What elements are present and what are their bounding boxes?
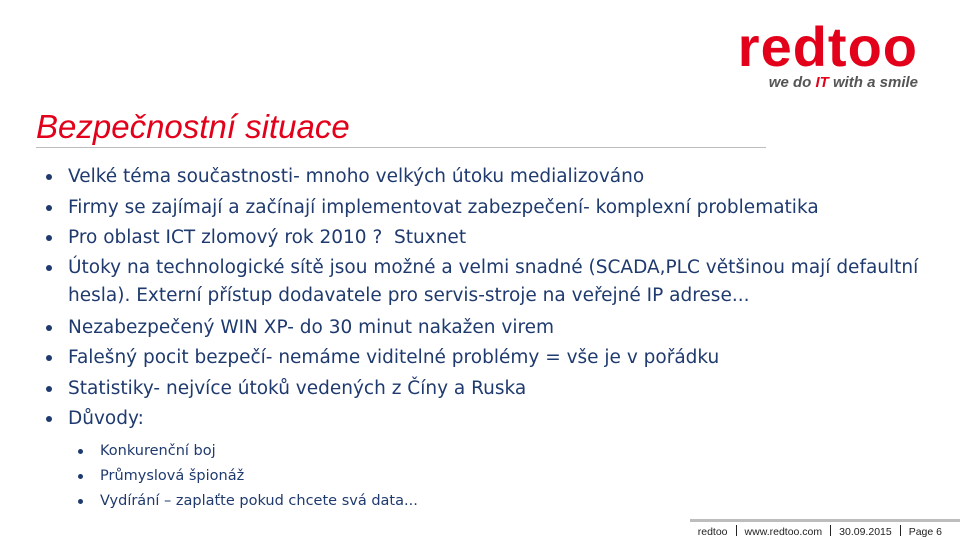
sub-bullet-text: Vydírání – zaplaťte pokud chcete svá data... xyxy=(100,492,418,509)
bullet-text: Nezabezpečený WIN XP- do 30 minut nakažen virem xyxy=(68,316,555,338)
list-item xyxy=(46,254,926,310)
list-item xyxy=(46,193,926,224)
slide-title: Bezpečnostní situace xyxy=(36,108,350,145)
list-item xyxy=(46,404,926,514)
list-item xyxy=(46,313,926,344)
footer-page-number: Page 6 xyxy=(908,526,942,538)
footer-separator xyxy=(900,525,901,536)
footer-divider xyxy=(690,519,960,522)
list-item xyxy=(46,343,926,374)
bullet-list xyxy=(46,162,926,514)
sub-bullet-icon xyxy=(78,499,83,504)
bullet-text: Velké téma součastnosti- mnoho velkých útoku medializováno xyxy=(68,166,645,187)
list-item xyxy=(46,162,926,193)
bullet-text: Firmy se zajímají a začínají implementovat zabezpečení- komplexní problematika xyxy=(68,196,819,218)
bullet-text: Důvody: xyxy=(68,408,144,429)
footer-date: 30.09.2015 xyxy=(839,526,892,538)
tagline-pre: we do xyxy=(768,74,816,91)
slide-footer xyxy=(698,525,942,538)
list-item xyxy=(46,223,926,254)
sub-bullet-list xyxy=(68,439,926,514)
bullet-text: Pro oblast ICT zlomový rok 2010 ? Stuxnet xyxy=(68,227,467,248)
bullet-text: Útoky na technologické sítě jsou možné a velmi snadné (SCADA,PLC většinou mají defaultní hesla). Externí přístup dodavatele pro servis-stroje na veřejné IP adrese... xyxy=(68,256,919,306)
logo-wordmark: redtoo xyxy=(737,15,918,78)
footer-separator xyxy=(736,525,737,536)
list-item xyxy=(46,374,926,405)
sub-bullet-text: Konkurenční boj xyxy=(100,442,216,459)
sub-list-item xyxy=(78,439,926,464)
bullet-icon xyxy=(46,386,52,392)
footer-separator xyxy=(830,525,831,536)
bullet-icon xyxy=(46,174,52,180)
sub-bullet-text: Průmyslová špionáž xyxy=(100,467,245,484)
footer-company: redtoo xyxy=(697,526,728,538)
bullet-icon xyxy=(46,265,52,271)
bullet-text: Statistiky- nejvíce útoků vedených z Číny a Ruska xyxy=(68,377,527,399)
sub-list-item xyxy=(78,464,926,489)
tagline-it: IT xyxy=(815,74,829,91)
bullet-icon xyxy=(46,205,52,211)
bullet-icon xyxy=(46,235,52,241)
sub-bullet-icon xyxy=(78,449,83,454)
bullet-icon xyxy=(46,355,52,361)
title-divider xyxy=(36,147,766,148)
tagline-post: with a smile xyxy=(828,74,918,91)
bullet-icon xyxy=(46,325,52,331)
bullet-icon xyxy=(46,416,52,422)
redtoo-logo xyxy=(700,14,940,94)
sub-list-item xyxy=(78,489,926,514)
sub-bullet-icon xyxy=(78,474,83,479)
footer-site: www.redtoo.com xyxy=(744,526,823,538)
logo-tagline xyxy=(769,74,918,91)
bullet-text: Falešný pocit bezpečí- nemáme viditelné problémy = vše je v pořádku xyxy=(68,347,720,368)
